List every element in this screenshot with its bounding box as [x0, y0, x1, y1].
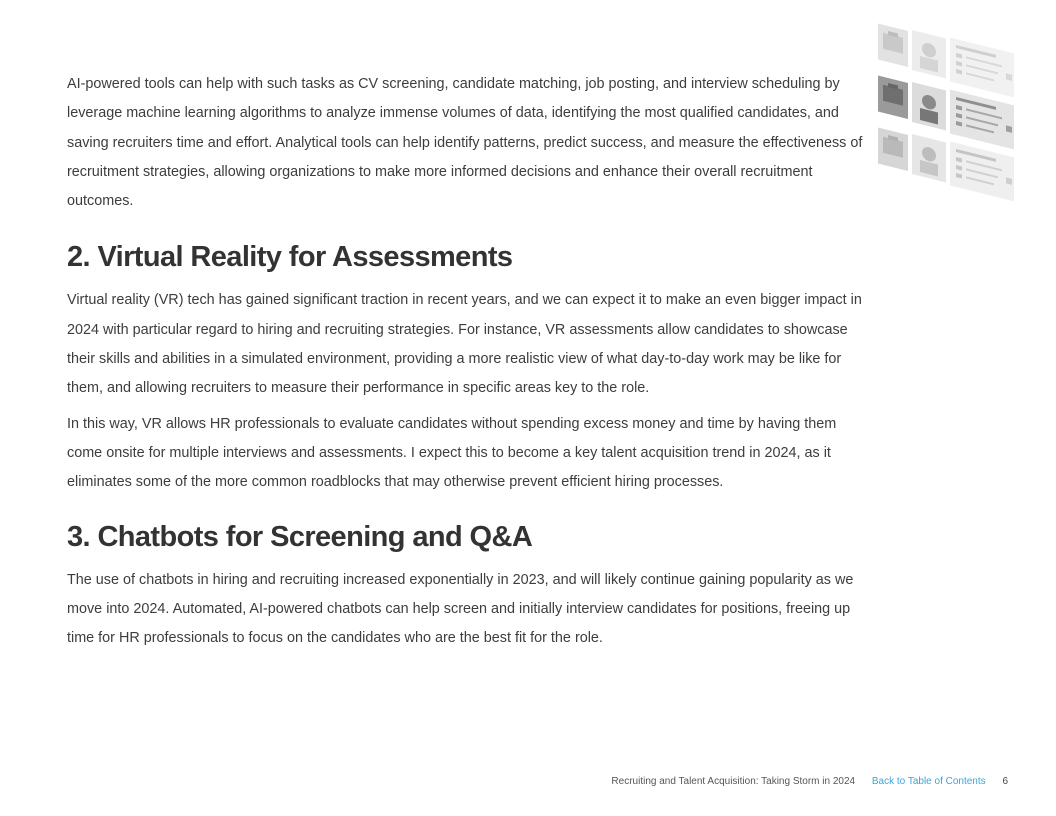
chatbots-section-heading: 3. Chatbots for Screening and Q&A — [67, 520, 533, 553]
back-to-toc-link[interactable]: Back to Table of Contents — [871, 776, 986, 787]
vr-section-heading: 2. Virtual Reality for Assessments — [67, 241, 513, 274]
candidate-profiles-illustration-icon — [872, 22, 1020, 254]
footer-document-title: Recruiting and Talent Acquisition: Taking Storm in 2024 — [611, 776, 856, 787]
intro-section — [67, 70, 867, 216]
vr-paragraph-1: Virtual reality (VR) tech has gained significant traction in recent years, and we can expect it to make an even bigger impact in 2024 with particular regard to hiring and recruiting strategies. For instance, VR assessments allow candidates to showcase their skills and abilities in a simulated environment, providing a more realistic view of what day-to-day work may be like for them, and allowing recruiters to measure their performance in specific areas key to the role. — [67, 292, 862, 397]
page-number: 6 — [1002, 776, 1008, 787]
page-content — [67, 70, 867, 653]
chatbots-paragraph: The use of chatbots in hiring and recruiting increased exponentially in 2023, and will likely continue gaining popularity as we move into 2024. Automated, AI-powered chatbots can help screen and initially interview candidates for positions, freeing up time for HR professionals to focus on the candidates who are the best fit for the role. — [67, 571, 854, 647]
vr-paragraph-2: In this way, VR allows HR professionals to evaluate candidates without spending excess money and time by having them come onsite for multiple interviews and assessments. I expect this to become a key talent acquisition trend in 2024, as it eliminates some of the more common roadblocks that may otherwise prevent efficient hiring processes. — [67, 415, 837, 491]
intro-paragraph: AI-powered tools can help with such tasks as CV screening, candidate matching, job posting, and interview scheduling by leverage machine learning algorithms to analyze immense volumes of data, identifying the most qualified candidates, and saving recruiters time and effort. Analytical tools can help identify patterns, predict success, and measure the effectiveness of recruitment strategies, allowing organizations to make more informed decisions and enhance their overall recruitment outcomes. — [67, 76, 863, 210]
page-footer — [611, 776, 1008, 787]
